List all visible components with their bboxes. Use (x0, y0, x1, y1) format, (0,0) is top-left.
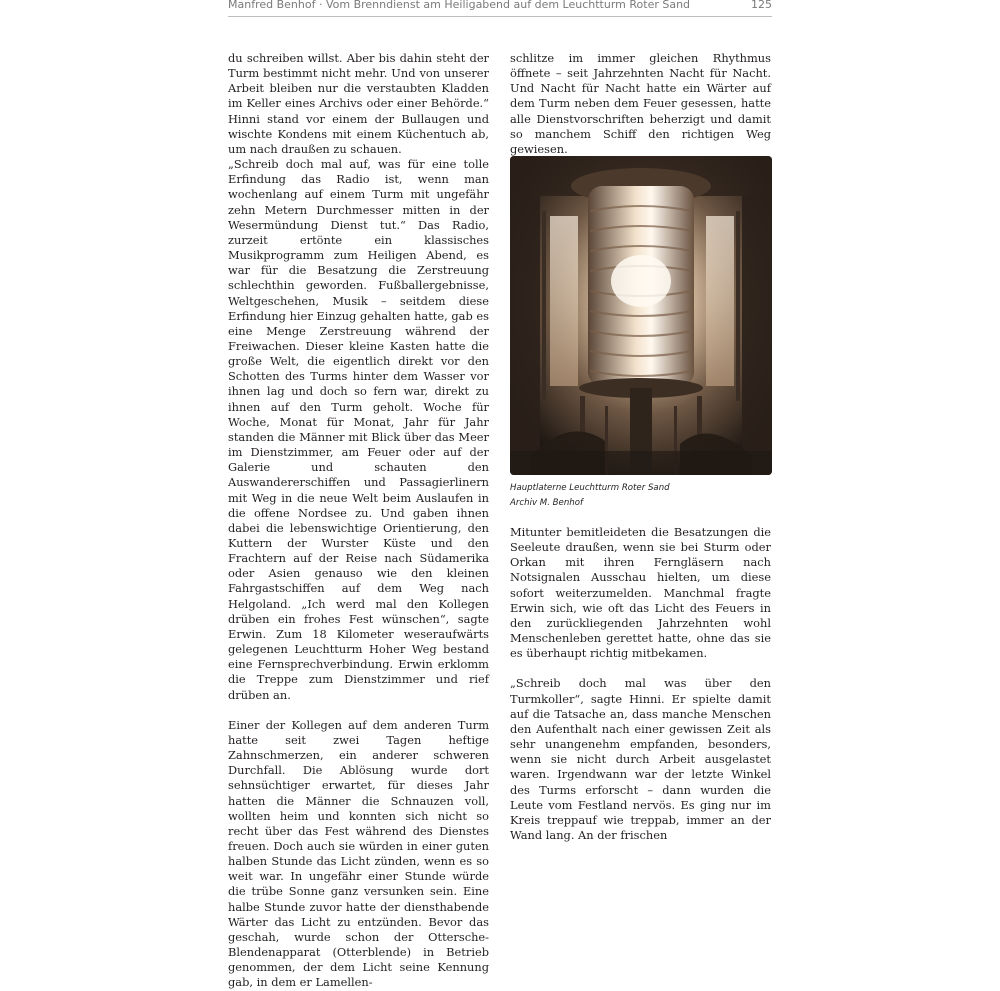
running-title: Manfred Benhof · Vom Brenndienst am Heiligabend auf dem Leuchtturm Roter Sand (228, 0, 691, 11)
body-paragraph: Mitunter bemitleideten die Besatzungen die Seeleute draußen, wenn sie bei Sturm oder Orkan mit ihren Ferngläsern nach Notsignalen Ausschau hielten, um diese sofort weiterzumelden. Manchmal fragte Erwin sich, wie oft das Licht des Feuers in den zurückliegenden Jahrzehnten wohl Menschenleben gerettet hatte, ohne das sie es überhaupt richtig mitbekamen. (510, 525, 771, 661)
body-paragraph: Einer der Kollegen auf dem anderen Turm hatte seit zwei Tagen heftige Zahnschmerzen, ein anderer schweren Durchfall. Die Ablösung wurde dort sehnsüchtiger erwartet, für dieses Jahr hatten die Männer die Schnauzen voll, wollten heim und konnten sich nicht so recht über das Fest während des Dienstes freuen. Doch auch sie würden in einer guten halben Stunde das Licht zünden, wenn es so weit war. In ungefähr einer Stunde würde die trübe Sonne ganz versunken sein. Eine halbe Stunde zuvor hatte der diensthabende Wärter das Licht zu entzünden. Bevor das geschah, wurde schon der Ottersche-Blendenapparat (Otterblende) in Betrieb genommen, der dem Licht seine Kennung gab, in dem er Lamellen- (228, 717, 489, 990)
left-column (228, 51, 489, 991)
right-column-lower (510, 525, 771, 843)
body-paragraph: „Schreib doch mal auf, was für eine tolle Erfindung das Radio ist, wenn man wochenlang auf einem Turm mit ungefähr zehn Metern Durchmesser mitten in der Wesermündung Dienst tut.“ Das Radio, zurzeit ertönte ein klassisches Musikprogramm zum Heiligen Abend, es war für die Besatzung die Zerstreuung schlechthin geworden. Fußballergebnisse, Weltgeschehen, Musik – seitdem diese Erfindung hier Einzug gehalten hatte, gab es eine Menge Zerstreuung während der Freiwachen. Dieser kleine Kasten hatte die große Welt, die eigentlich direkt vor den Schotten des Turms hinter dem Wasser vor ihnen lag und doch so fern war, direkt zu ihnen auf den Turm geholt. Woche für Woche, Monat für Monat, Jahr für Jahr standen die Männer mit Blick über das Meer im Dienstzimmer, am Feuer oder auf der Galerie und schauten den Auswandererschiffen und Passagierlinern mit Weg in die neue Welt beim Auslaufen in die offene Nordsee zu. Und gaben ihnen dabei die lebenswichtige Orientierung, den Kuttern der Wurster Küste und den Frachtern auf der Reise nach Südamerika oder Asien genauso wie den kleinen Fahrgastschiffen auf dem Weg nach Helgoland. „Ich werd mal den Kollegen drüben ein frohes Fest wünschen“, sagte Erwin. Zum 18 Kilometer weseraufwärts gelegenen Leuchtturm Hoher Weg bestand eine Fernsprechverbindung. Erwin erklomm die Treppe zum Dienstzimmer und rief drüben an. (228, 157, 489, 702)
body-paragraph: schlitze im immer gleichen Rhythmus öffnete – seit Jahrzehnten Nacht für Nacht. Und Nacht für Nacht hatte ein Wärter auf dem Turm neben dem Feuer gesessen, hatte alle Dienstvorschriften beherzigt und damit so manchem Schiff den richtigen Weg gewiesen. (510, 51, 771, 156)
figure-caption (510, 481, 772, 511)
page-number: 125 (751, 0, 772, 11)
caption-credit: Archiv M. Benhof (510, 498, 584, 508)
lighthouse-lantern-photo (510, 156, 772, 475)
body-paragraph: du schreiben willst. Aber bis dahin steht der Turm bestimmt nicht mehr. Und von unserer Arbeit bleiben nur die verstaubten Kladden im Keller eines Archivs oder einer Behörde.“ Hinni stand vor einem der Bullaugen und wischte Kondens mit einem Küchentuch ab, um nach draußen zu schauen. (228, 51, 489, 156)
caption-title: Hauptlaterne Leuchtturm Roter Sand (510, 483, 670, 493)
right-column-top (510, 51, 771, 157)
running-head (228, 0, 772, 17)
body-paragraph: „Schreib doch mal was über den Turmkoller“, sagte Hinni. Er spielte damit auf die Tatsache an, dass manche Menschen den Aufenthalt nach einer gewissen Zeit als sehr unangenehm empfanden, besonders, wenn sie nicht durch Arbeit ausgelastet waren. Irgendwann war der letzte Winkel des Turms erforscht – dann wurden die Leute vom Festland nervös. Es ging nur im Kreis treppauf wie treppab, immer an der Wand lang. An der frischen (510, 676, 771, 842)
